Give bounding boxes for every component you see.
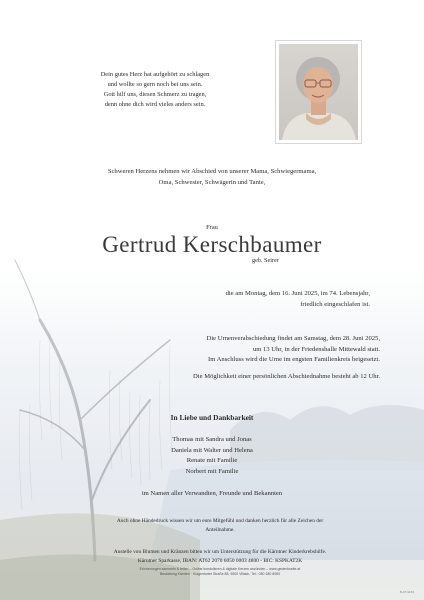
death-notice bbox=[160, 289, 370, 310]
death-line: die am Montag, dem 16. Juni 2025, im 74. Lebensjahr, bbox=[225, 290, 370, 297]
footer-info bbox=[60, 567, 380, 577]
donation-note bbox=[55, 548, 385, 565]
salutation: Frau bbox=[206, 224, 218, 231]
mourner-item: Daniela mit Walter und Helena bbox=[171, 446, 253, 454]
donation-line: Kärntner Sparkasse, IBAN: AT62 2070 6050 0003 4800 - BIC: KSPKAT2K bbox=[137, 557, 303, 564]
service-line: Im Anschluss wird die Urne im engsten Familienkreis beigesetzt. bbox=[208, 356, 380, 363]
mourner-item: Thomas mit Sandra und Jonas bbox=[172, 436, 252, 443]
love-heading: In Liebe und Dankbarkeit bbox=[170, 413, 254, 422]
maiden-name: geb. Seirer bbox=[252, 257, 279, 264]
mourners-list bbox=[0, 435, 424, 477]
poem-line: denn ohne dich wird vieles anders sein. bbox=[104, 101, 206, 108]
intro-text bbox=[0, 167, 424, 188]
footer-line: Bestattung Kärnten · Klagenfurter Straße 88, 9500 Villach, Tel.: 050 180 8080 bbox=[159, 572, 281, 576]
death-line: friedlich eingeschlafen ist. bbox=[300, 300, 370, 308]
intro-line: Schweren Herzens nehmen wir Abschied von unserer Mama, Schwiegermama, bbox=[107, 168, 317, 175]
farewell-info: Die Möglichkeit einer persönlichen Abschiednahme besteht ab 12 Uhr. bbox=[193, 373, 380, 380]
service-details bbox=[80, 334, 380, 366]
donation-line: Anstelle von Blumen und Kränzen bitten wir um Unterstützung für die Kärntner Kinderkrebshilfe. bbox=[113, 549, 327, 555]
footer-line: Erinnerungen sammeln & teilen – Online kondolieren & digitale Kerzen anzünden – www.gedenkseite.at bbox=[139, 567, 301, 571]
portrait-image bbox=[276, 41, 361, 143]
memorial-poem bbox=[60, 70, 250, 110]
thanks-line: Auch ohne Händedruck wissen wir um eure Mitgefühl und danken herzlich für alle Zeichen der bbox=[116, 518, 324, 524]
poem-line: und wollte so gern noch bei uns sein. bbox=[107, 81, 203, 88]
deceased-photo bbox=[275, 40, 362, 144]
thanks-line: Anteilnahme. bbox=[205, 526, 235, 533]
service-line: Die Urnenverabschiedung findet am Samstag, dem 28. Juni 2025, bbox=[206, 335, 380, 342]
mourner-item: Norbert mit Familie bbox=[185, 467, 239, 475]
mourner-item: Renate mit Familie bbox=[186, 457, 238, 464]
relatives-line: im Namen aller Verwandten, Freunde und Bekannten bbox=[141, 490, 283, 497]
intro-line: Oma, Schwester, Schwägerin und Tante, bbox=[158, 178, 266, 186]
deceased-name: Gertrud Kerschbaumer bbox=[102, 232, 322, 257]
poem-line: Gott hilf uns, diesen Schmerz zu tragen, bbox=[103, 91, 207, 98]
poem-line: Dein gutes Herz hat aufgehört zu schlagen bbox=[100, 71, 210, 78]
document-code: B-07-9153 bbox=[399, 590, 414, 594]
thanks-note bbox=[55, 517, 385, 534]
service-line: um 13 Uhr, in der Friedenshalle Mittewald statt. bbox=[252, 345, 380, 353]
